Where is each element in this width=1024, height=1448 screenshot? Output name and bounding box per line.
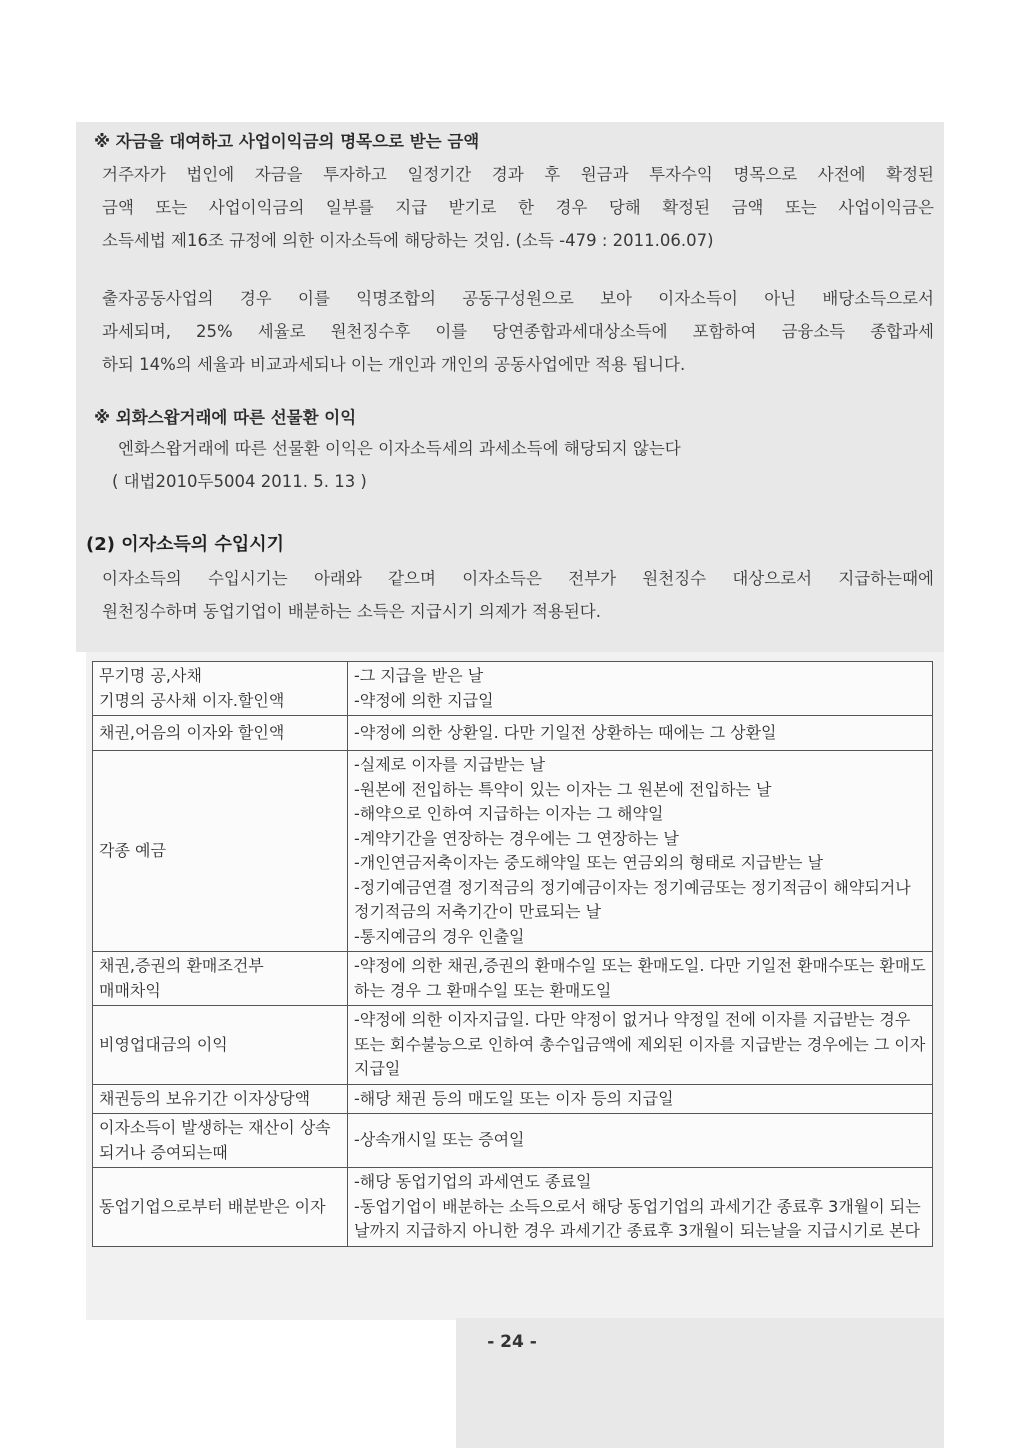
note1-line: 금액 또는 사업이익금의 일부를 지급 받기로 한 경우 당해 확정된 금액 또는 사업이익금은: [102, 198, 934, 217]
label-line: 매매차익: [99, 980, 161, 1000]
table-row: [93, 1168, 933, 1247]
timing-item: -계약기간을 연장하는 경우에는 그 연장하는 날: [354, 828, 679, 848]
timing-item: -해당 동업기업의 과세연도 종료일: [354, 1172, 592, 1191]
label-line: 동업기업으로부터 배분받은 이자: [99, 1196, 326, 1216]
table-value-cell: [348, 662, 933, 716]
table-value-cell: [348, 751, 933, 952]
timing-item: -약정에 의한 지급일: [354, 690, 494, 710]
note1-heading: ※ 자금을 대여하고 사업이익금의 명목으로 받는 금액: [94, 132, 480, 151]
timing-item: -약정에 의한 이자지급일. 다만 약정이 없거나 약정일 전에 이자를 지급받는 경우 또는 회수불능으로 인하여 총수입금액에 제외된 이자를 지급받는 경우에는 그 이자지급일: [354, 1010, 926, 1078]
paragraph-line: 출자공동사업의 경우 이를 익명조합의 공동구성원으로 보아 이자소득이 아닌 배당소득으로서: [102, 289, 934, 308]
timing-item: -해약으로 인하여 지급하는 이자는 그 해약일: [354, 804, 664, 823]
paragraph-line: 하되 14%의 세율과 비교과세되나 이는 개인과 개인의 공동사업에만 적용 됩니다.: [102, 355, 686, 374]
section-intro: [102, 562, 934, 628]
timing-item: -개인연금저축이자는 중도해약일 또는 연금외의 형태로 지급받는 날: [354, 853, 824, 872]
section-intro-line: 원천징수하며 동업기업이 배분하는 소득은 지급시기 의제가 적용된다.: [102, 602, 601, 621]
table-label-cell: [93, 1084, 348, 1114]
timing-item: -동업기업이 배분하는 소득으로서 해당 동업기업의 과세기간 종료후 3개월이 되는날까지 지급하지 아니한 경우 과세기간 종료후 3개월이 되는날을 지급시기로 본다: [354, 1196, 921, 1240]
table-row: [93, 1114, 933, 1168]
label-line: 채권등의 보유기간 이자상당액: [99, 1088, 311, 1108]
label-line: 비영업대금의 이익: [99, 1034, 228, 1054]
note1-body: [102, 158, 934, 257]
table-label-cell: [93, 952, 348, 1006]
table-value-cell: [348, 716, 933, 751]
note2-citation: ( 대법2010두5004 2011. 5. 13 ): [112, 472, 367, 491]
table-label-cell: [93, 751, 348, 952]
section-title: (2) 이자소득의 수입시기: [86, 534, 285, 555]
label-line: 무기명 공,사채: [99, 666, 202, 685]
note1-line: 거주자가 법인에 자금을 투자하고 일정기간 경과 후 원금과 투자수익 명목으로 사전에 확정된: [102, 165, 934, 184]
table-label-cell: [93, 662, 348, 716]
table-label-cell: [93, 1114, 348, 1168]
note2-line: 엔화스왑거래에 따른 선물환 이익은 이자소득세의 과세소득에 해당되지 않는다: [118, 439, 681, 458]
timing-item: -그 지급을 받은 날: [354, 666, 484, 685]
timing-item: -통지예금의 경우 인출일: [354, 926, 525, 946]
page-number: - 24 -: [487, 1332, 537, 1352]
table-row: [93, 952, 933, 1006]
note2-heading: ※ 외화스왑거래에 따른 선물환 이익: [94, 408, 357, 427]
table-row: [93, 716, 933, 751]
paragraph-line: 과세되며, 25% 세율로 원천징수후 이를 당연종합과세대상소득에 포함하여 금융소득 종합과세: [102, 322, 934, 341]
timing-item: -약정에 의한 채권,증권의 환매수일 또는 환매도일. 다만 기일전 환매수또는 환매도하는 경우 그 환매수일 또는 환매도일: [354, 956, 926, 1000]
timing-item: -해당 채권 등의 매도일 또는 이자 등의 지급일: [354, 1088, 674, 1108]
income-timing-table: [92, 661, 933, 1247]
label-line: 채권,어음의 이자와 할인액: [99, 722, 285, 742]
label-line: 기명의 공사채 이자.할인액: [99, 690, 285, 710]
table-row: [93, 1084, 933, 1114]
table-value-cell: [348, 1006, 933, 1085]
table-row: [93, 662, 933, 716]
note1-line: 소득세법 제16조 규정에 의한 이자소득에 해당하는 것임. (소득 -479 : 2011.06.07): [102, 231, 714, 250]
label-line: 채권,증권의 환매조건부: [99, 956, 264, 975]
timing-item: -약정에 의한 상환일. 다만 기일전 상환하는 때에는 그 상환일: [354, 722, 777, 742]
timing-item: -정기예금연결 정기적금의 정기예금이자는 정기예금또는 정기적금이 해약되거나 정기적금의 저축기간이 만료되는 날: [354, 877, 911, 921]
label-line: 각종 예금: [99, 840, 166, 860]
table-value-cell: [348, 952, 933, 1006]
table-value-cell: [348, 1114, 933, 1168]
section-intro-line: 이자소득의 수입시기는 아래와 같으며 이자소득은 전부가 원천징수 대상으로서 지급하는때에: [102, 569, 934, 588]
table-label-cell: [93, 716, 348, 751]
timing-item: -상속개시일 또는 증여일: [354, 1130, 525, 1150]
table-row: [93, 1006, 933, 1085]
table-label-cell: [93, 1006, 348, 1085]
label-line: 이자소득이 발생하는 재산이 상속되거나 증여되는때: [99, 1118, 331, 1162]
table-value-cell: [348, 1168, 933, 1247]
table-value-cell: [348, 1084, 933, 1114]
table-label-cell: [93, 1168, 348, 1247]
paragraph-joint-business: [102, 282, 934, 381]
table-row: [93, 751, 933, 952]
timing-item: -실제로 이자를 지급받는 날: [354, 755, 546, 774]
timing-item: -원본에 전입하는 특약이 있는 이자는 그 원본에 전입하는 날: [354, 779, 772, 799]
